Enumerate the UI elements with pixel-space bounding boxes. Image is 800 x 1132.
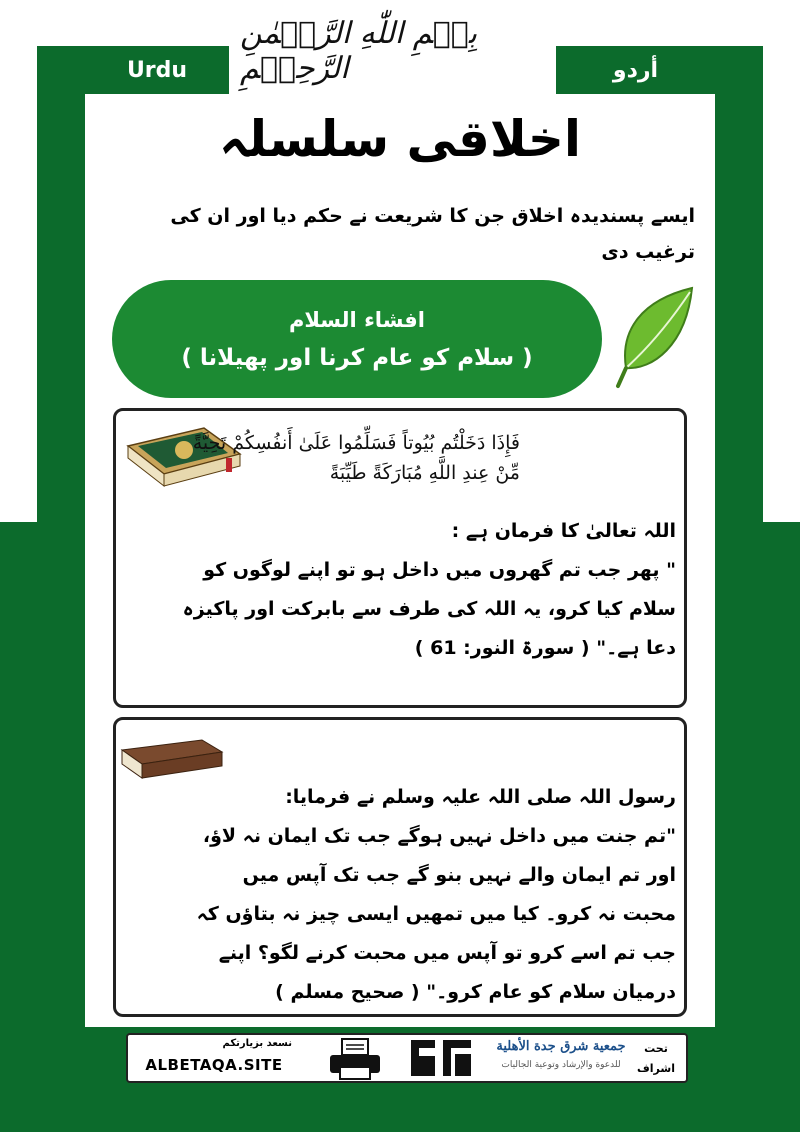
organization-subtitle: للدعوة والإرشاد وتوعية الجاليات: [501, 1060, 621, 1070]
topic-title: افشاء السلام: [288, 308, 426, 332]
language-tab-english: Urdu: [85, 46, 229, 94]
topic-banner: [112, 280, 602, 398]
topic-subtitle: ( سلام کو عام کرنا اور پھیلانا ): [181, 345, 533, 371]
supervision-label: [632, 1039, 680, 1079]
hadith-line: درمیان سلام کو عام کرو۔" ( صحیح مسلم ): [275, 981, 676, 1003]
page-title: اخلاقی سلسلہ: [218, 110, 582, 168]
hadith-book-icon: [118, 738, 226, 782]
visit-label: نسعد بزيارتكم: [222, 1038, 292, 1049]
bismillah-calligraphy: بِسۡمِ اللّٰهِ الرَّحۡمٰنِ الرَّحِيۡمِ: [240, 16, 478, 86]
translation-line: دعا ہے۔" ( سورۃ النور: 61 ): [414, 637, 676, 659]
supervision-line: اشراف: [637, 1062, 675, 1075]
verse-line: فَإِذَا دَخَلْتُم بُيُوتاً فَسَلِّمُوا عَلَىٰ أَنفُسِكُمْ تَحِيَّةً: [192, 432, 520, 454]
quran-verse: [140, 428, 520, 488]
intro-line: ایسے پسندیدہ اخلاق جن کا شریعت نے حکم دیا اور ان کی: [170, 205, 695, 227]
quran-translation: [128, 512, 676, 668]
calligraphy-logo: [405, 1034, 477, 1082]
frame-right: [715, 46, 763, 522]
translation-intro: اللہ تعالیٰ کا فرمان ہے :: [451, 520, 676, 542]
organization-logo: [492, 1037, 630, 1081]
organization-name: جمعية شرق جدة الأهلية: [496, 1039, 626, 1054]
translation-line: سلام کیا کرو، یہ اللہ کی طرف سے بابرکت اور پاکیزہ: [182, 598, 676, 620]
supervision-line: تحت: [644, 1042, 668, 1055]
language-tab-arabic: أردو: [556, 46, 715, 94]
site-link[interactable]: ALBETAQA.SITE: [145, 1056, 283, 1074]
hadith-line: محبت نہ کرو۔ کیا میں تمھیں ایسی چیز نہ بتاؤں کہ: [196, 903, 676, 925]
hadith-line: اور تم ایمان والے نہیں بنو گے جب تک آپس میں: [242, 864, 676, 886]
intro-text: [100, 198, 695, 270]
verse-line: مِّنْ عِندِ اللَّهِ مُبَارَكَةً طَيِّبَةً: [329, 462, 520, 484]
leaf-icon: [612, 282, 700, 392]
hadith-text: [128, 778, 676, 1012]
intro-line: ترغیب دی: [601, 241, 695, 263]
translation-line: " پھر جب تم گھروں میں داخل ہو تو اپنے لوگوں کو: [203, 559, 676, 581]
hadith-intro: رسول اللہ صلی اللہ علیہ وسلم نے فرمایا:: [285, 786, 676, 808]
hadith-line: "تم جنت میں داخل نہیں ہوگے جب تک ایمان نہ لاؤ،: [202, 825, 676, 847]
printer-icon[interactable]: [326, 1037, 384, 1081]
frame-left: [37, 46, 85, 522]
hadith-line: جب تم اسے کرو تو آپس میں محبت کرنے لگو؟ اپنے: [218, 942, 676, 964]
